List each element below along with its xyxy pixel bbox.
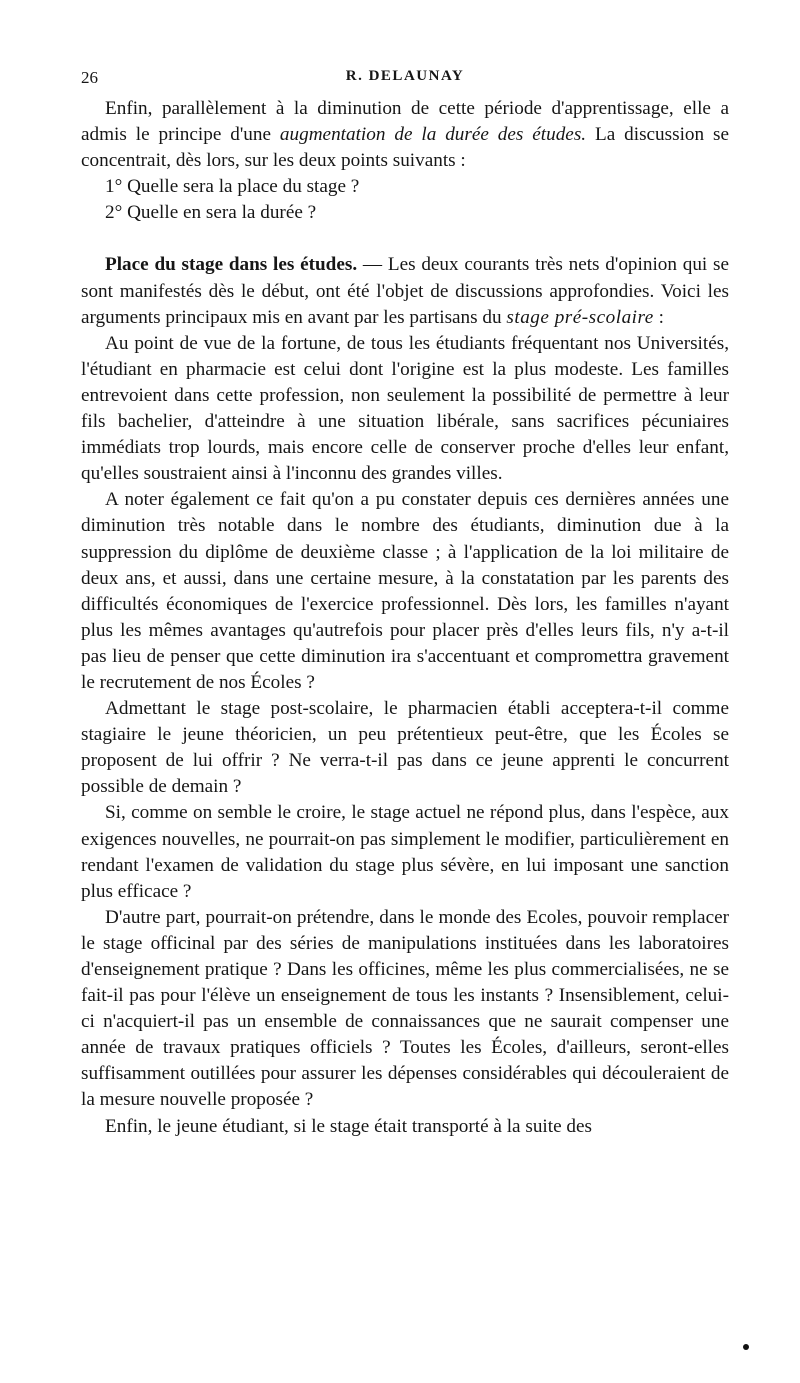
running-author: R. DELAUNAY — [345, 68, 465, 84]
paragraph-enfin: Enfin, le jeune étudiant, si le stage était transporté à la suite des — [105, 1115, 592, 1137]
list-item-2: 2° Quelle en sera la durée ? — [105, 202, 317, 224]
paragraph-stage-actuel: Si, comme on semble le croire, le stage actuel ne répond plus, dans l'espèce, aux exigences nouvelles, ne pourrait-on pas simplement le modifier, particulièrement en rendant l'examen de validation du stage plus sévère, en lui imposant une sanction plus efficace ? — [81, 802, 729, 902]
paragraph-diminution: A noter également ce fait qu'on a pu constater depuis ces dernières années une diminution très notable dans le nombre des étudiants, diminution due à la suppression du diplôme de deuxième classe ; à l'application de la loi militaire de deux ans, et aussi, dans une certaine mesure, à la constatation par les parents des difficultés économiques de l'exercice professionnel. Dès lors, les familles n'ayant plus les mêmes avantages qu'autrefois pour placer près d'elles leurs fils, n'y a-t-il pas lieu de penser que cette diminution ira s'accentuant et compromettra gravement le recrutement de nos Écoles ? — [81, 489, 729, 693]
section-emphasis: stage pré-scolaire — [506, 306, 654, 328]
section-heading: Place du stage dans les études. — [105, 254, 358, 276]
intro-emphasis: augmentation de la durée des études. — [279, 124, 587, 146]
paragraph-post-scolaire: Admettant le stage post-scolaire, le pharmacien établi acceptera-t-il comme stagiaire le jeune théoricien, un peu prétentieux peut-être, que les Écoles se proposent de lui offrir ? Ne verra-t-il pas dans ce jeune apprenti le concurrent possible de demain ? — [81, 698, 729, 798]
document-page — [81, 68, 729, 1140]
section-tail: : — [653, 306, 664, 328]
section-spacer — [81, 226, 729, 252]
body-text — [81, 96, 729, 1140]
running-header — [81, 68, 729, 92]
list-item-1: 1° Quelle sera la place du stage ? — [105, 176, 360, 198]
ink-dot — [743, 1344, 749, 1350]
intro-text-a: Enfin, parallèlement à la diminution de cette période d'apprentissage, elle a admis le principe d'une — [81, 98, 729, 146]
intro-text-b: La discussion se concentrait, dès lors, sur les deux points suivants : — [81, 124, 729, 172]
paragraph-intro — [81, 96, 729, 174]
section-text: — Les deux courants très nets d'opinion qui se sont manifestés dès le début, ont été l'objet de discussions approfondies. Voici les arguments principaux mis en avant par les partisans du — [81, 254, 729, 328]
paragraph-autre-part: D'autre part, pourrait-on prétendre, dans le monde des Ecoles, pouvoir remplacer le stage officinal par des séries de manipulations instituées dans les laboratoires d'enseignement pratique ? Dans les officines, même les plus commercialisées, ne se fait-il pas pour l'élève un enseignement de tous les instants ? Insensiblement, celui-ci n'acquiert-il pas un ensemble de connaissances que ne saurait compenser une année de travaux pratiques officiels ? Toutes les Écoles, d'ailleurs, seront-elles suffisamment outillées pour assurer les dépenses considérables qui découleraient de la mesure nouvelle proposée ? — [81, 906, 729, 1111]
section-paragraph — [81, 252, 729, 330]
paragraph-fortune: Au point de vue de la fortune, de tous les étudiants fréquentant nos Universités, l'étudiant en pharmacie est celui dont l'origine est la plus modeste. Les familles entrevoient dans cette profession, non seulement la possibilité de permettre à leur fils bachelier, d'atteindre à une situation libérale, sans sacrifices pécuniaires immédiats trop lourds, mais encore celle de conserver proche d'elles leur enfant, qu'elles soustraient ainsi à l'inconnu des grandes villes. — [81, 332, 729, 485]
page-number: 26 — [81, 68, 98, 87]
